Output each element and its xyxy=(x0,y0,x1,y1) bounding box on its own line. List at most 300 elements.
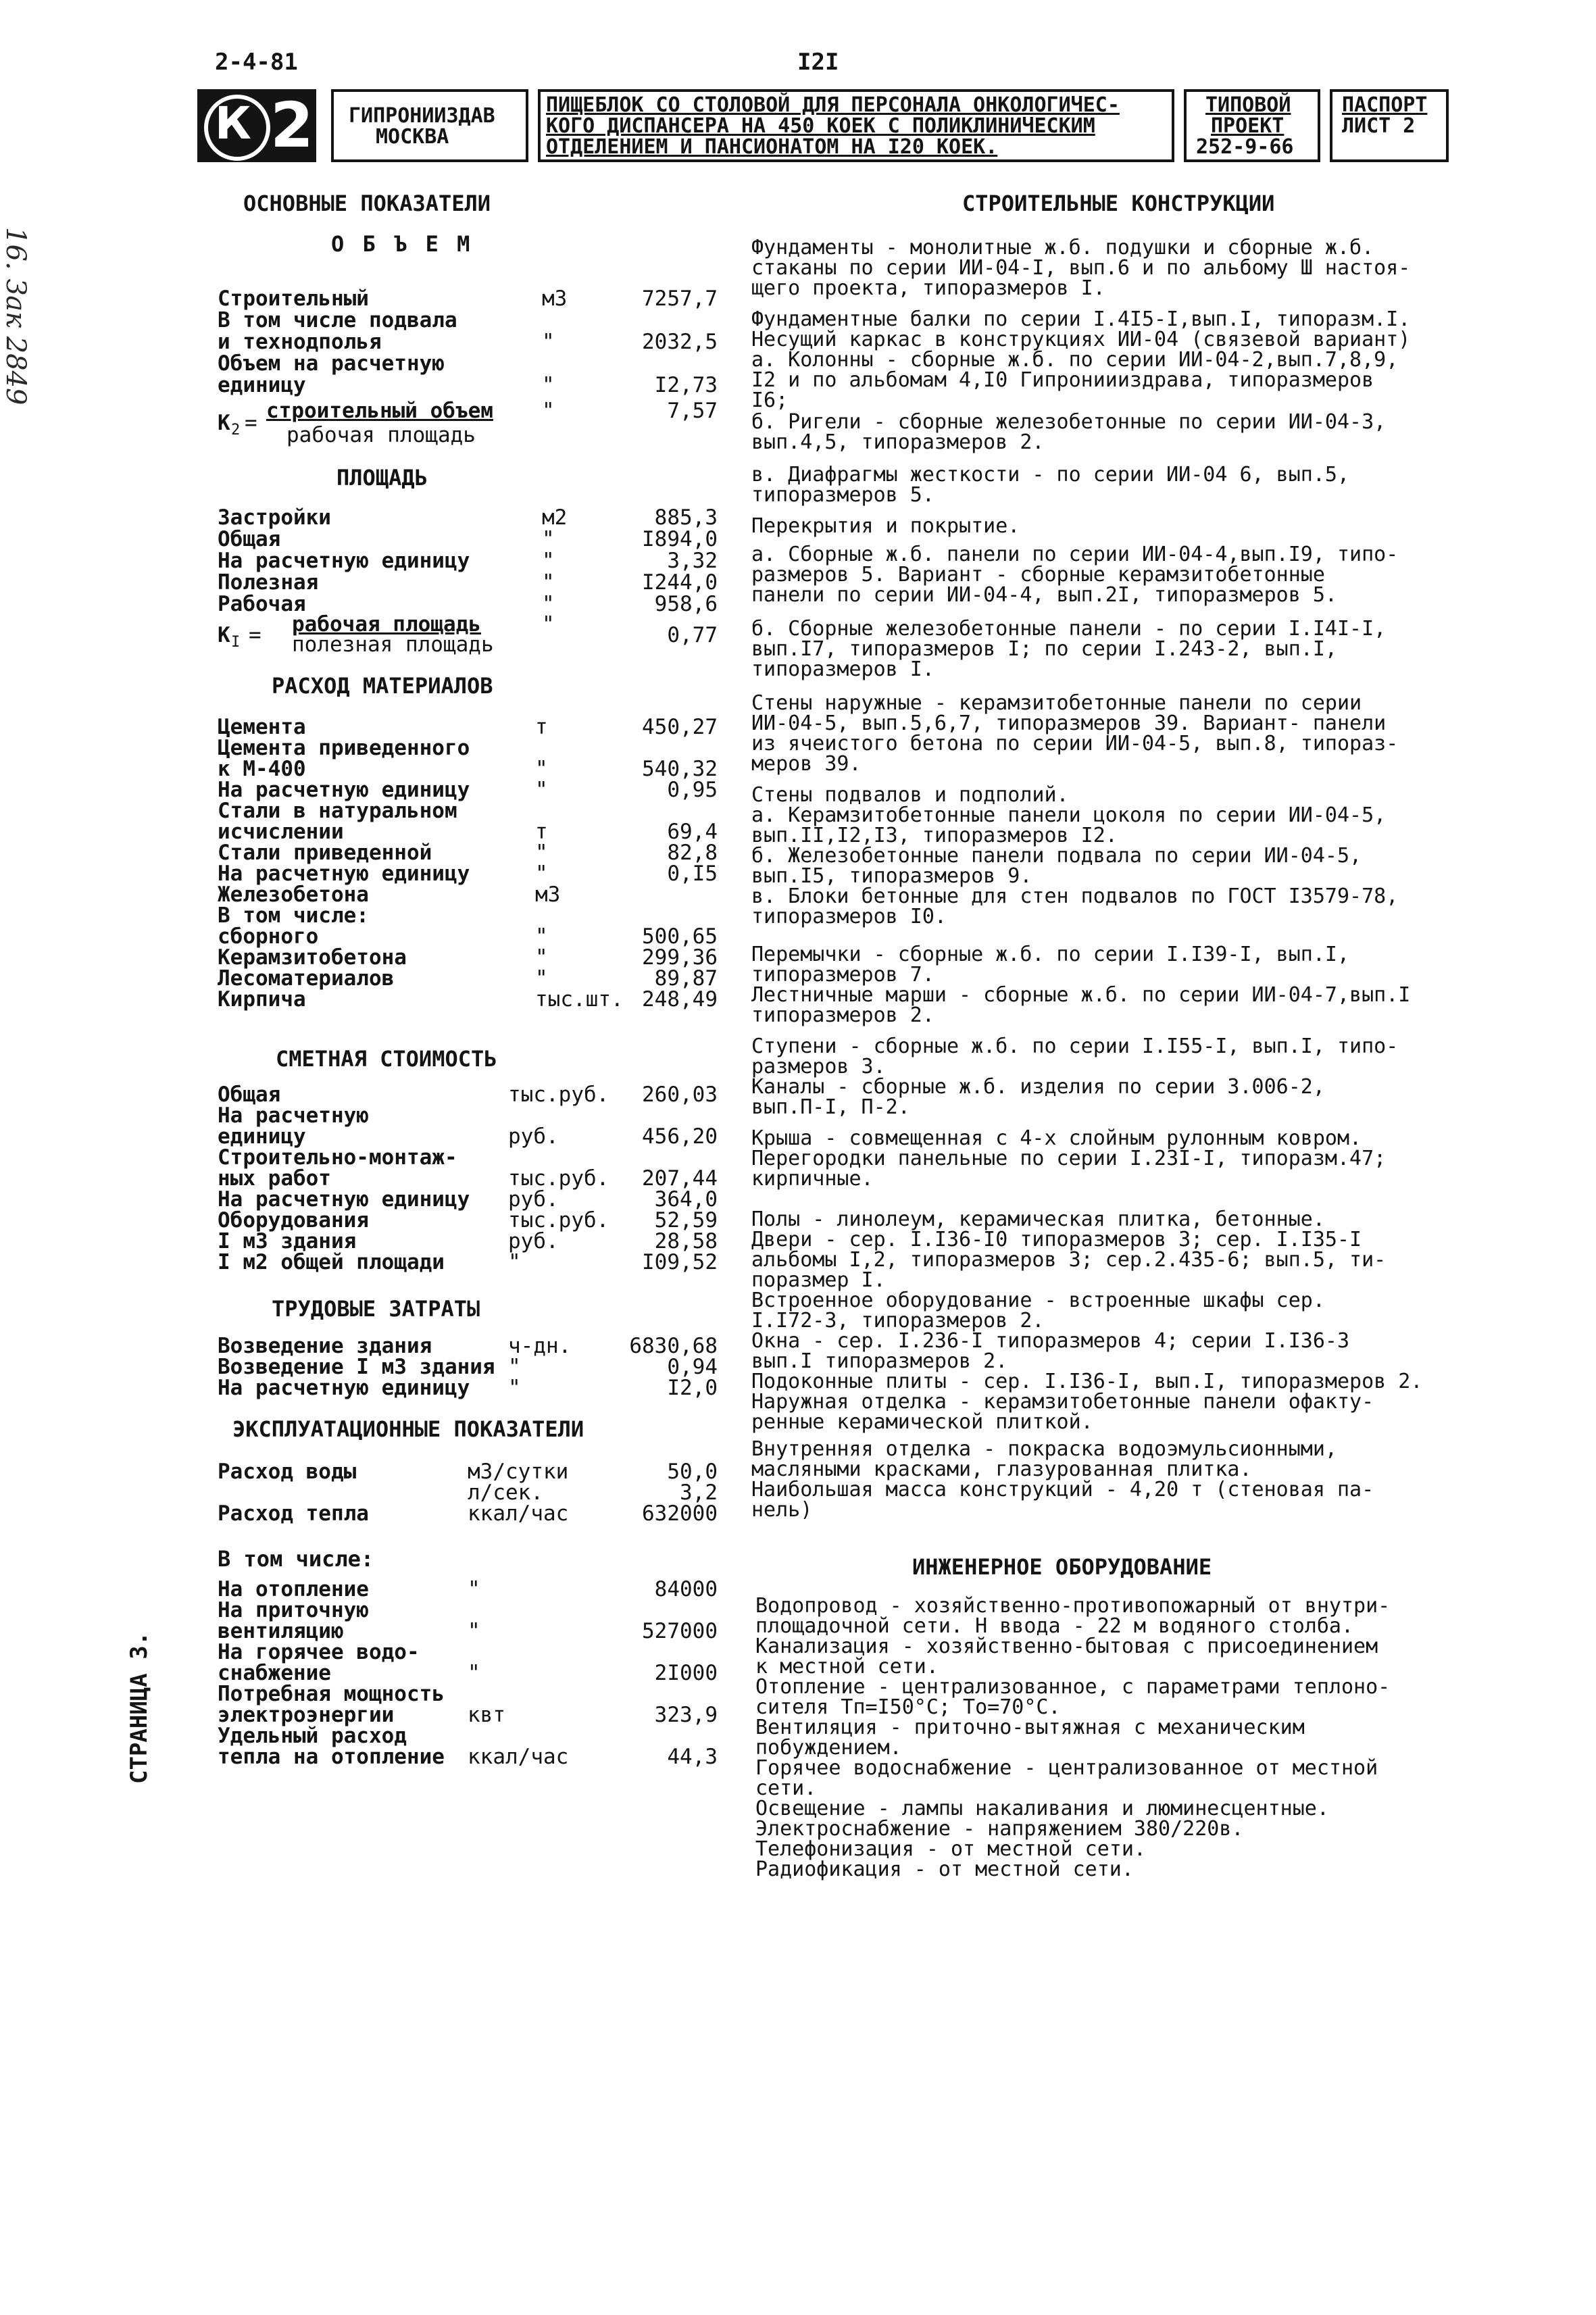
area-row-unit: " xyxy=(542,570,555,595)
incl-row-unit: ккал/час xyxy=(468,1745,569,1769)
cost-row xyxy=(218,1229,718,1251)
material-row xyxy=(218,736,718,760)
material-row xyxy=(218,820,718,844)
construction-line: Наружная отделка - керамзитобетонные панели офакту- xyxy=(751,1390,1374,1414)
construction-line: Ступени - сборные ж.б. по серии I.I55-I, вып.I, типо- xyxy=(751,1035,1399,1058)
construction-paragraph xyxy=(751,516,1454,537)
volume-row-label: В том числе подвала xyxy=(218,308,457,332)
k1-prefix: K xyxy=(218,623,230,647)
construction-line: б. Сборные железобетонные панели - по серии I.I4I-I, xyxy=(751,617,1387,641)
area-row xyxy=(218,505,718,530)
k1-sub: I xyxy=(231,634,241,651)
volume-row-unit: " xyxy=(542,373,555,397)
cost-row-value: 456,20 xyxy=(642,1124,718,1149)
main-indicators-title: ОСНОВНЫЕ ПОКАЗАТЕЛИ xyxy=(243,191,491,216)
cost-row xyxy=(218,1145,718,1170)
material-row xyxy=(218,841,718,865)
exploit-row-value: 3,2 xyxy=(680,1480,718,1505)
material-row-value: 89,87 xyxy=(654,966,718,991)
cost-row-unit: тыс.руб. xyxy=(508,1082,609,1107)
cost-row-label: I м3 здания xyxy=(218,1229,357,1253)
incl-row-unit: " xyxy=(468,1619,480,1643)
area-row-value: 3,32 xyxy=(667,549,718,573)
incl-row-value: 84000 xyxy=(654,1577,718,1601)
incl-title: В том числе: xyxy=(218,1546,374,1572)
k2-eq: = xyxy=(245,411,257,435)
construction-line: а. Керамзитобетонные панели цоколя по серии ИИ-04-5, xyxy=(751,803,1387,827)
labor-row-value: 6830,68 xyxy=(629,1334,718,1358)
incl-row xyxy=(218,1682,718,1706)
volume-row-label: единицу xyxy=(218,373,306,397)
incl-row xyxy=(218,1619,718,1641)
engineering-line: Вентиляция - приточно-вытяжная с механическим xyxy=(755,1716,1305,1739)
labor-row xyxy=(218,1334,718,1358)
material-row xyxy=(218,966,718,991)
construction-paragraph xyxy=(751,945,1454,1026)
engineering-line: Канализация - хозяйственно-бытовая с присоединением xyxy=(755,1635,1378,1658)
construction-paragraph xyxy=(751,785,1454,927)
material-row-unit: " xyxy=(535,841,548,865)
material-row-value: 248,49 xyxy=(642,987,718,1012)
construction-line: Наибольшая масса конструкций - 4,20 т (стеновая па- xyxy=(751,1478,1374,1501)
cost-row-label: На расчетную xyxy=(218,1103,369,1128)
logo xyxy=(197,89,316,162)
exploit-row-label: Расход тепла xyxy=(218,1501,369,1526)
cost-row-label: На расчетную единицу xyxy=(218,1187,470,1212)
engineering-line: к местной сети. xyxy=(755,1655,939,1678)
incl-row-label: На горячее водо- xyxy=(218,1640,420,1664)
construction-paragraph xyxy=(751,619,1454,680)
construction-line: масляными красками, глазурованная плитка. xyxy=(751,1458,1252,1481)
cost-row xyxy=(218,1082,718,1107)
volume-row xyxy=(218,373,718,395)
engineering-line: Телефонизация - от местной сети. xyxy=(755,1837,1146,1861)
cost-row xyxy=(218,1208,718,1233)
incl-row-label: тепла на отопление xyxy=(218,1745,445,1769)
cost-row-unit: руб. xyxy=(508,1229,559,1253)
construction-line: б. Железобетонные панели подвала по серии ИИ-04-5, xyxy=(751,844,1362,868)
volume-row xyxy=(218,308,718,330)
construction-line: поразмер I. xyxy=(751,1268,886,1292)
construction-line: I6; xyxy=(751,389,789,412)
construction-line: из ячеистого бетона по серии ИИ-04-5, вып.8, типораз- xyxy=(751,732,1399,755)
area-row-label: Рабочая xyxy=(218,592,306,616)
material-row xyxy=(218,924,718,949)
material-row xyxy=(218,882,718,907)
project-line: ПРОЕКТ xyxy=(1211,114,1285,138)
construction-line: Подоконные плиты - сер. I.I36-I, вып.I, типоразмеров 2. xyxy=(751,1370,1423,1393)
labor-title: ТРУДОВЫЕ ЗАТРАТЫ xyxy=(272,1296,480,1322)
area-row-label: Общая xyxy=(218,527,281,551)
material-row-value: 500,65 xyxy=(642,924,718,949)
material-row xyxy=(218,757,718,781)
engineering-line: площадочной сети. Н ввода - 22 м водяного столба. xyxy=(755,1614,1354,1638)
incl-row-value: 2I000 xyxy=(654,1661,718,1685)
cost-row-unit: тыс.руб. xyxy=(508,1208,609,1233)
area-row-value: I894,0 xyxy=(642,527,718,551)
engineering-line: Освещение - лампы накаливания и люминесцентные. xyxy=(755,1797,1329,1820)
title-cell xyxy=(538,89,1174,162)
construction-line: I.I72-3, типоразмеров 2. xyxy=(751,1309,1045,1333)
labor-row-unit: " xyxy=(508,1376,521,1400)
construction-line: размеров 3. xyxy=(751,1055,886,1078)
construction-line: I2 и по альбомам 4,I0 Гипрониииздрава, типоразмеров xyxy=(751,368,1374,392)
construction-line: вып.I5, типоразмеров 9. xyxy=(751,864,1032,888)
volume-row-label: Строительный xyxy=(218,287,369,311)
incl-row-value: 527000 xyxy=(642,1619,718,1643)
area-row-label: Застройки xyxy=(218,505,331,530)
area-row-value: 885,3 xyxy=(654,505,718,530)
material-row-unit: тыс.шт. xyxy=(535,987,624,1012)
construction-paragraph xyxy=(751,1037,1454,1118)
cost-row xyxy=(218,1103,718,1128)
material-row xyxy=(218,715,718,737)
construction-line: Двери - сер. I.I36-I0 типоразмеров 3; сер. I.I35-I xyxy=(751,1228,1362,1251)
cost-row xyxy=(218,1187,718,1212)
material-row-label: На расчетную единицу xyxy=(218,778,470,802)
material-row-label: Цемента приведенного xyxy=(218,736,470,760)
exploit-row xyxy=(218,1501,718,1526)
material-row-unit: " xyxy=(535,924,548,949)
construction-line: типоразмеров 2. xyxy=(751,1003,934,1027)
construction-line: Встроенное оборудование - встроенные шкафы сер. xyxy=(751,1289,1325,1312)
construction-line: меров 39. xyxy=(751,752,862,776)
construction-line: типоразмеров I. xyxy=(751,657,934,681)
construction-line: щего проекта, типоразмеров I. xyxy=(751,276,1105,300)
volume-row-unit: м3 xyxy=(542,287,568,311)
cost-row-unit: " xyxy=(508,1250,521,1274)
cost-row-unit: руб. xyxy=(508,1124,559,1149)
volume-row-value: I2,73 xyxy=(654,373,718,397)
volume-title: О Б Ъ Е М xyxy=(331,231,473,257)
construction-line: Несущий каркас в конструкциях ИИ-04 (связевой вариант) xyxy=(751,328,1411,351)
k2-denominator: рабочая площадь xyxy=(286,423,476,447)
volume-row-unit: " xyxy=(542,330,555,354)
construction-paragraph xyxy=(751,1128,1454,1189)
k2-prefix: K xyxy=(218,411,230,435)
labor-row-value: 0,94 xyxy=(667,1355,718,1379)
incl-row-label: Потребная мощность xyxy=(218,1682,445,1706)
cost-row xyxy=(218,1166,718,1191)
incl-row-label: вентиляцию xyxy=(218,1619,344,1643)
document-code: 2-4-81 xyxy=(215,49,298,76)
area-title: ПЛОЩАДЬ xyxy=(336,465,428,491)
labor-row xyxy=(218,1376,718,1400)
construction-line: Стены наружные - керамзитобетонные панели по серии xyxy=(751,691,1362,715)
cost-row-label: Строительно-монтаж- xyxy=(218,1145,457,1170)
exploit-row xyxy=(218,1460,718,1484)
page-number: I2I xyxy=(797,49,839,76)
volume-row-value: 7257,7 xyxy=(642,287,718,311)
material-row xyxy=(218,945,718,970)
construction-line: стаканы по серии ИИ-04-I, вып.6 и по альбому Ш настоя- xyxy=(751,256,1411,280)
incl-row xyxy=(218,1661,718,1683)
incl-row xyxy=(218,1745,718,1769)
area-row xyxy=(218,570,718,595)
cost-row-value: 260,03 xyxy=(642,1082,718,1107)
incl-row xyxy=(218,1640,718,1662)
construction-line: Фундаменты - монолитные ж.б. подушки и сборные ж.б. xyxy=(751,236,1374,259)
incl-row xyxy=(218,1724,718,1748)
engineering-line: Отопление - централизованное, с параметрами теплоно- xyxy=(755,1675,1391,1699)
incl-row-label: снабжение xyxy=(218,1661,331,1685)
incl-row-unit: " xyxy=(468,1661,480,1685)
incl-row-label: На отопление xyxy=(218,1577,369,1601)
materials-title: РАСХОД МАТЕРИАЛОВ xyxy=(272,673,493,699)
project-line: ТИПОВОЙ xyxy=(1205,93,1291,117)
construction-line: альбомы I,2, типоразмеров 3; сер.2.435-6; вып.5, ти- xyxy=(751,1248,1387,1272)
material-row-label: Кирпича xyxy=(218,987,306,1012)
labor-row-unit: " xyxy=(508,1355,521,1379)
material-row-unit: " xyxy=(535,862,548,886)
cost-row-label: I м2 общей площади xyxy=(218,1250,445,1274)
k1-numerator: рабочая площадь xyxy=(292,612,481,637)
exploit-row-unit: ккал/час xyxy=(468,1501,569,1526)
material-row-value: 0,95 xyxy=(667,778,718,802)
construction-line: в. Блоки бетонные для стен подвалов по ГОСТ I3579-78, xyxy=(751,885,1399,908)
cost-row-value: 28,58 xyxy=(654,1229,718,1253)
material-row-label: сборного xyxy=(218,924,319,949)
k2-numerator: строительный объем xyxy=(266,399,493,423)
incl-row-label: электроэнергии xyxy=(218,1703,395,1727)
material-row-unit: т xyxy=(535,715,548,739)
material-row-value: 82,8 xyxy=(667,841,718,865)
volume-row xyxy=(218,351,718,376)
material-row xyxy=(218,778,718,802)
exploit-row xyxy=(218,1480,718,1505)
constructions-title: СТРОИТЕЛЬНЫЕ КОНСТРУКЦИИ xyxy=(962,191,1275,216)
incl-row xyxy=(218,1577,718,1599)
volume-row xyxy=(218,287,718,311)
engineering-line: сителя Тп=I50°С; То=70°С. xyxy=(755,1695,1061,1719)
material-row-label: Стали в натуральном xyxy=(218,799,457,823)
cost-title: СМЕТНАЯ СТОИМОСТЬ xyxy=(276,1046,497,1072)
title-line: КОГО ДИСПАНСЕРА НА 450 КОЕК С ПОЛИКЛИНИЧЕСКИМ xyxy=(546,114,1095,138)
material-row-value: 299,36 xyxy=(642,945,718,970)
construction-line: вып.II,I2,I3, типоразмеров I2. xyxy=(751,824,1118,847)
labor-row xyxy=(218,1355,718,1379)
area-row xyxy=(218,527,718,549)
cost-row-label: Общая xyxy=(218,1082,281,1107)
cost-row-unit: тыс.руб. xyxy=(508,1166,609,1191)
k1-formula xyxy=(218,612,718,659)
labor-row-label: Возведение I м3 здания xyxy=(218,1355,495,1379)
material-row-value: 450,27 xyxy=(642,715,718,739)
title-line: ОТДЕЛЕНИЕМ И ПАНСИОНАТОМ НА I20 КОЕК. xyxy=(546,135,998,159)
construction-line: а. Сборные ж.б. панели по серии ИИ-04-4,вып.I9, типо- xyxy=(751,543,1399,566)
material-row-label: В том числе: xyxy=(218,903,369,928)
material-row-unit: т xyxy=(535,820,548,844)
construction-paragraph xyxy=(751,693,1454,774)
incl-row-unit: квт xyxy=(468,1703,505,1727)
k1-eq: = xyxy=(249,623,261,647)
construction-line: Окна - сер. I.236-I типоразмеров 4; серии I.I36-3 xyxy=(751,1329,1350,1353)
construction-line: Каналы - сборные ж.б. изделия по серии 3.006-2, xyxy=(751,1075,1325,1099)
construction-line: типоразмеров 7. xyxy=(751,963,934,987)
sheet-line: ЛИСТ 2 xyxy=(1342,114,1416,138)
material-row-label: Цемента xyxy=(218,715,306,739)
logo-letter: К xyxy=(215,97,251,149)
title-line: ПИЩЕБЛОК СО СТОЛОВОЙ ДЛЯ ПЕРСОНАЛА ОНКОЛОГИЧЕС- xyxy=(546,93,1120,117)
area-row-unit: " xyxy=(542,549,555,573)
sheet-line: ПАСПОРТ xyxy=(1342,93,1428,117)
material-row-label: Стали приведенной xyxy=(218,841,432,865)
construction-line: Полы - линолеум, керамическая плитка, бетонные. xyxy=(751,1208,1325,1231)
construction-line: в. Диафрагмы жесткости - по серии ИИ-04 6, вып.5, xyxy=(751,463,1350,487)
engineering-line: Горячее водоснабжение - централизованное от местной xyxy=(755,1756,1378,1780)
construction-line: Стены подвалов и подполий. xyxy=(751,783,1069,807)
volume-row xyxy=(218,330,718,354)
exploit-row-label: Расход воды xyxy=(218,1460,357,1484)
k2-unit: " xyxy=(542,399,555,423)
material-row-unit: " xyxy=(535,966,548,991)
k2-value: 7,57 xyxy=(667,399,718,423)
material-row-label: Железобетона xyxy=(218,882,369,907)
engineering-line: Водопровод - хозяйственно-противопожарный от внутри- xyxy=(755,1594,1391,1618)
material-row-value: 0,I5 xyxy=(667,862,718,886)
cost-row-value: 207,44 xyxy=(642,1166,718,1191)
cost-row-label: единицу xyxy=(218,1124,306,1149)
engineering-title: ИНЖЕНЕРНОЕ ОБОРУДОВАНИЕ xyxy=(912,1554,1212,1580)
material-row xyxy=(218,862,718,886)
construction-line: Перегородки панельные по серии I.23I-I, типоразм.47; xyxy=(751,1147,1387,1170)
org-line: ГИПРОНИИЗДАВ xyxy=(349,104,495,128)
material-row-label: Лесоматериалов xyxy=(218,966,395,991)
k1-denominator: полезная площадь xyxy=(292,632,494,657)
construction-line: б. Ригели - сборные железобетонные по серии ИИ-04-3, xyxy=(751,410,1387,434)
construction-line: а. Колонны - сборные ж.б. по серии ИИ-04-2,вып.7,8,9, xyxy=(751,348,1399,372)
k1-value: 0,77 xyxy=(667,623,718,647)
project-line: 252-9-66 xyxy=(1196,135,1294,159)
construction-paragraph xyxy=(751,309,1454,411)
exploit-row-unit: м3/сутки xyxy=(468,1460,569,1484)
material-row-unit: " xyxy=(535,757,548,781)
construction-line: Внутренняя отделка - покраска водоэмульсионными, xyxy=(751,1437,1337,1461)
material-row xyxy=(218,903,718,928)
construction-line: ИИ-04-5, вып.5,6,7, типоразмеров 39. Вариант- панели xyxy=(751,712,1387,735)
area-row-unit: м2 xyxy=(542,505,568,530)
engineering-line: Электроснабжение - напряжением 380/220в. xyxy=(755,1817,1244,1841)
material-row xyxy=(218,987,718,1012)
incl-row-label: Удельный расход xyxy=(218,1724,407,1748)
construction-line: панели по серии ИИ-04-4, вып.2I, типоразмеров 5. xyxy=(751,583,1337,607)
area-row-label: Полезная xyxy=(218,570,319,595)
construction-line: ренные керамической плиткой. xyxy=(751,1410,1093,1434)
area-row-unit: " xyxy=(542,527,555,551)
material-row-label: исчислении xyxy=(218,820,344,844)
material-row-unit: " xyxy=(535,778,548,802)
construction-line: Перекрытия и покрытие. xyxy=(751,514,1020,538)
volume-row-value: 2032,5 xyxy=(642,330,718,354)
k2-formula xyxy=(218,399,718,446)
material-row-value: 540,32 xyxy=(642,757,718,781)
cost-row-value: I09,52 xyxy=(642,1250,718,1274)
exploit-row-value: 632000 xyxy=(642,1501,718,1526)
engineering-line: побуждением. xyxy=(755,1736,902,1760)
area-row xyxy=(218,592,718,614)
construction-line: вып.I типоразмеров 2. xyxy=(751,1349,1008,1373)
construction-paragraph xyxy=(751,1210,1454,1331)
material-row-label: На расчетную единицу xyxy=(218,862,470,886)
area-row-value: 958,6 xyxy=(654,592,718,616)
construction-line: Фундаментные балки по серии I.4I5-I,вып.I, типоразм.I. xyxy=(751,307,1411,331)
side-page-label: СТРАНИЦА 3. xyxy=(126,1631,153,1784)
material-row-value: 69,4 xyxy=(667,820,718,844)
area-row xyxy=(218,549,718,573)
construction-line: вып.I7, типоразмеров I; по серии I.243-2, вып.I, xyxy=(751,637,1337,661)
area-row-value: I244,0 xyxy=(642,570,718,595)
incl-row xyxy=(218,1703,718,1727)
incl-row-unit: " xyxy=(468,1577,480,1601)
area-row-unit: " xyxy=(542,592,555,616)
material-row-unit: " xyxy=(535,945,548,970)
construction-paragraph xyxy=(751,465,1454,505)
cost-row-label: Оборудования xyxy=(218,1208,369,1233)
cost-row-value: 364,0 xyxy=(654,1187,718,1212)
area-row-label: На расчетную единицу xyxy=(218,549,470,573)
incl-row-value: 44,3 xyxy=(667,1745,718,1769)
cost-row xyxy=(218,1250,718,1272)
volume-row-label: Объем на расчетную xyxy=(218,351,445,376)
material-row-unit: м3 xyxy=(535,882,561,907)
labor-row-label: Возведение здания xyxy=(218,1334,432,1358)
construction-line: вып.4,5, типоразмеров 2. xyxy=(751,430,1045,454)
exploit-row-value: 50,0 xyxy=(667,1460,718,1484)
incl-row-value: 323,9 xyxy=(654,1703,718,1727)
construction-line: нель) xyxy=(751,1498,813,1522)
k2-sub: 2 xyxy=(231,422,241,439)
construction-line: кирпичные. xyxy=(751,1167,874,1191)
material-row-label: к М-400 xyxy=(218,757,306,781)
construction-paragraph xyxy=(751,412,1454,453)
project-cell xyxy=(1184,89,1320,162)
cost-row-unit: руб. xyxy=(508,1187,559,1212)
sheet-cell xyxy=(1330,89,1449,162)
construction-paragraph xyxy=(751,1439,1454,1520)
logo-number: 2 xyxy=(270,89,314,161)
labor-row-unit: ч-дн. xyxy=(508,1334,572,1358)
handwritten-note: 16. Зак 2849 xyxy=(0,227,31,405)
org-line: МОСКВА xyxy=(376,125,449,149)
construction-line: Лестничные марши - сборные ж.б. по серии ИИ-04-7,вып.I xyxy=(751,983,1411,1007)
volume-row-label: и технодполья xyxy=(218,330,382,354)
construction-line: размеров 5. Вариант - сборные керамзитобетонные xyxy=(751,563,1325,587)
incl-row-label: На приточную xyxy=(218,1598,369,1622)
exploit-title: ЭКСПЛУАТАЦИОННЫЕ ПОКАЗАТЕЛИ xyxy=(232,1416,584,1442)
construction-paragraph xyxy=(751,545,1454,605)
construction-line: типоразмеров 5. xyxy=(751,483,934,507)
exploit-row-unit: л/сек. xyxy=(468,1480,543,1505)
labor-row-label: На расчетную единицу xyxy=(218,1376,470,1400)
cost-row xyxy=(218,1124,718,1149)
engineering-list xyxy=(755,1596,1458,1880)
k1-unit: " xyxy=(542,612,555,637)
engineering-line: Радиофикация - от местной сети. xyxy=(755,1858,1134,1881)
construction-paragraph xyxy=(751,1331,1454,1433)
construction-paragraph xyxy=(751,238,1454,299)
construction-line: типоразмеров I0. xyxy=(751,905,947,928)
construction-line: вып.П-I, П-2. xyxy=(751,1095,910,1119)
labor-row-value: I2,0 xyxy=(667,1376,718,1400)
cost-row-label: ных работ xyxy=(218,1166,331,1191)
construction-line: Перемычки - сборные ж.б. по серии I.I39-I, вып.I, xyxy=(751,943,1350,966)
engineering-line: сети. xyxy=(755,1776,817,1800)
material-row-label: Керамзитобетона xyxy=(218,945,407,970)
org-cell xyxy=(331,89,528,162)
incl-row xyxy=(218,1598,718,1620)
material-row xyxy=(218,799,718,823)
construction-line: Крыша - совмещенная с 4-х слойным рулонным ковром. xyxy=(751,1126,1362,1150)
